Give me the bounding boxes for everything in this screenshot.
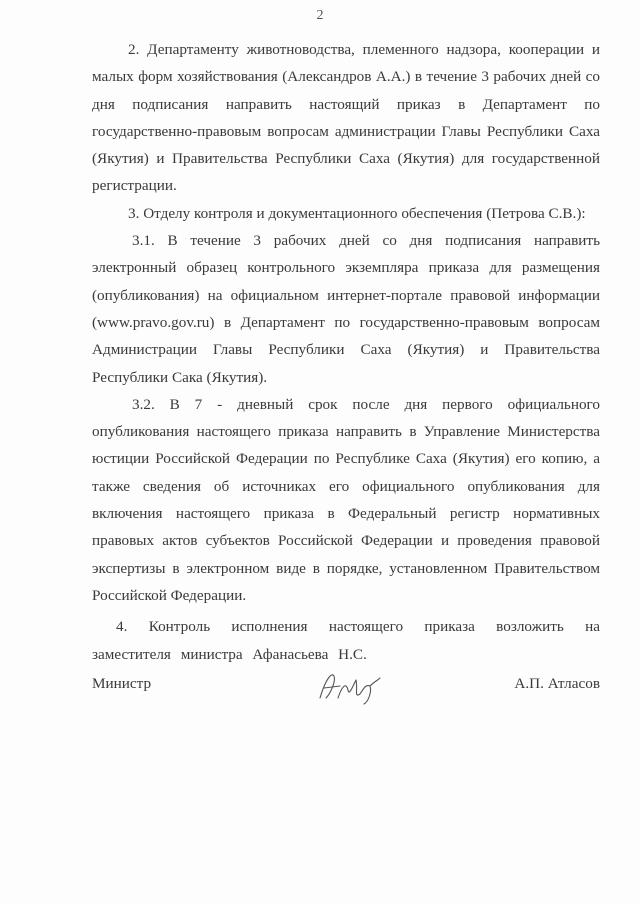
signatory-title: Министр xyxy=(92,675,152,692)
paragraph-item-2: 2. Департаменту животноводства, племенного надзора, кооперации и малых форм хозяйствования (Александров А.А.) в течение 3 рабочих дней со дня подписания направить настоящий приказ в Департамент по государственно-правовым вопросам администрации Главы Республики Саха (Якутия) и Правительства Республики Саха (Якутия) для государственной регистрации. xyxy=(92,41,600,195)
paragraph-item-4: 4. Контроль исполнения настоящего приказа возложить на заместителя министра Афанасьева Н.С. xyxy=(92,618,600,663)
signature-block xyxy=(92,668,600,708)
handwritten-signature xyxy=(314,668,384,706)
page-number: 2 xyxy=(316,8,324,23)
document-body xyxy=(92,36,600,668)
paragraph-item-3: 3. Отделу контроля и документационного обеспечения (Петрова С.В.): xyxy=(128,204,586,222)
paragraph-item-3-2: 3.2. В 7 - дневный срок после дня первого официального опубликования настоящего приказа направить в Управление Министерства юстиции Российской Федерации по Республике Саха (Якутия) его копию, а также сведения об источниках его официального опубликования для включения настоящего приказа в Федеральный регистр нормативных правовых актов субъектов Российской Федерации и проведения правовой экспертизы в электронном виде в порядке, установленном Правительством Российской Федерации. xyxy=(92,395,600,604)
paragraph-item-3-1: 3.1. В течение 3 рабочих дней со дня подписания направить электронный образец контрольного экземпляра приказа для размещения (опубликования) на официальном интернет-портале правовой информации (www.pravo.gov.ru) в Департамент по государственно-правовым вопросам Администрации Главы Республики Саха (Якутия) и Правительства Республики Сака (Якутия). xyxy=(92,232,600,386)
signatory-name: А.П. Атласов xyxy=(514,675,600,692)
